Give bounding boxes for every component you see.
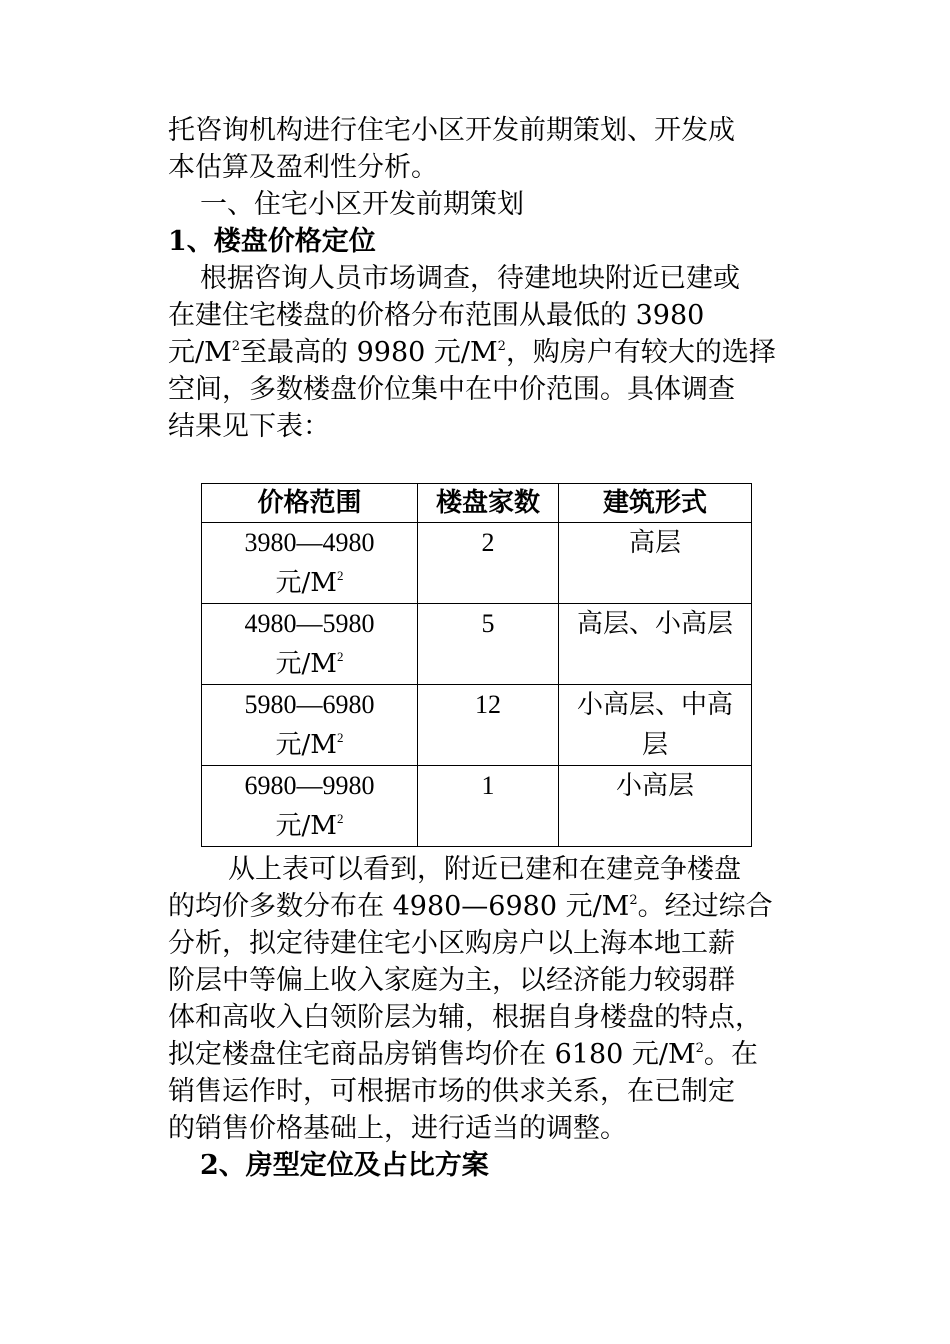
header-building-type: 建筑形式 <box>559 484 752 523</box>
intro-line-2: 本估算及盈利性分析。 <box>168 152 438 183</box>
para1-line-3: 元$/M^2$至最高的 9980 元$/M^2$，购房户有较大的选择 <box>168 337 776 368</box>
para1-line-2: 在建住宅楼盘的价格分布范围从最低的 3980 <box>168 300 705 331</box>
building-type-cell: 小高层、中高 层 <box>559 685 752 766</box>
para1-line-4: 空间，多数楼盘价位集中在中价范围。具体调查 <box>168 374 735 405</box>
para1-line-5: 结果见下表： <box>168 411 330 442</box>
table-row <box>202 685 752 766</box>
header-count: 楼盘家数 <box>418 484 559 523</box>
price-range-cell: 5980—6980 元$/M^2$ <box>202 685 418 766</box>
table-row <box>202 604 752 685</box>
para2-line-5: 体和高收入白领阶层为辅，根据自身楼盘的特点， <box>168 1002 762 1033</box>
price-distribution-table <box>201 483 752 847</box>
subsection-2-heading: 2、房型定位及占比方案 <box>200 1150 489 1181</box>
section-1-heading: 一、住宅小区开发前期策划 <box>200 189 524 220</box>
para2-line-3: 分析，拟定待建住宅小区购房户以上海本地工薪 <box>168 928 735 959</box>
price-range-cell: 3980—4980 元$/M^2$ <box>202 523 418 604</box>
para2-line-8: 的销售价格基础上，进行适当的调整。 <box>168 1113 627 1144</box>
document-body-top <box>168 112 788 445</box>
building-type-cell: 高层 <box>559 523 752 604</box>
subsection-1-heading: 1、楼盘价格定位 <box>168 226 376 257</box>
para2-line-7: 销售运作时，可根据市场的供求关系，在已制定 <box>168 1076 735 1107</box>
table-header-row <box>202 484 752 523</box>
price-range-cell: 4980—5980 元$/M^2$ <box>202 604 418 685</box>
count-cell: 1 <box>418 766 559 847</box>
table-row <box>202 523 752 604</box>
building-type-cell: 小高层 <box>559 766 752 847</box>
para1-line-1: 根据咨询人员市场调查，待建地块附近已建或 <box>200 263 740 294</box>
count-cell: 2 <box>418 523 559 604</box>
para2-line-6: 拟定楼盘住宅商品房销售均价在 6180 元$/M^2$。在 <box>168 1039 758 1070</box>
document-body-bottom <box>168 851 808 1184</box>
para2-line-1: 从上表可以看到，附近已建和在建竞争楼盘 <box>228 854 741 885</box>
header-price-range: 价格范围 <box>202 484 418 523</box>
count-cell: 12 <box>418 685 559 766</box>
intro-line-1: 托咨询机构进行住宅小区开发前期策划、开发成 <box>168 115 735 146</box>
count-cell: 5 <box>418 604 559 685</box>
para2-line-2: 的均价多数分布在 4980—6980 元$/M^2$。经过综合 <box>168 891 773 922</box>
para2-line-4: 阶层中等偏上收入家庭为主，以经济能力较弱群 <box>168 965 735 996</box>
table-row <box>202 766 752 847</box>
building-type-cell: 高层、小高层 <box>559 604 752 685</box>
price-range-cell: 6980—9980 元$/M^2$ <box>202 766 418 847</box>
